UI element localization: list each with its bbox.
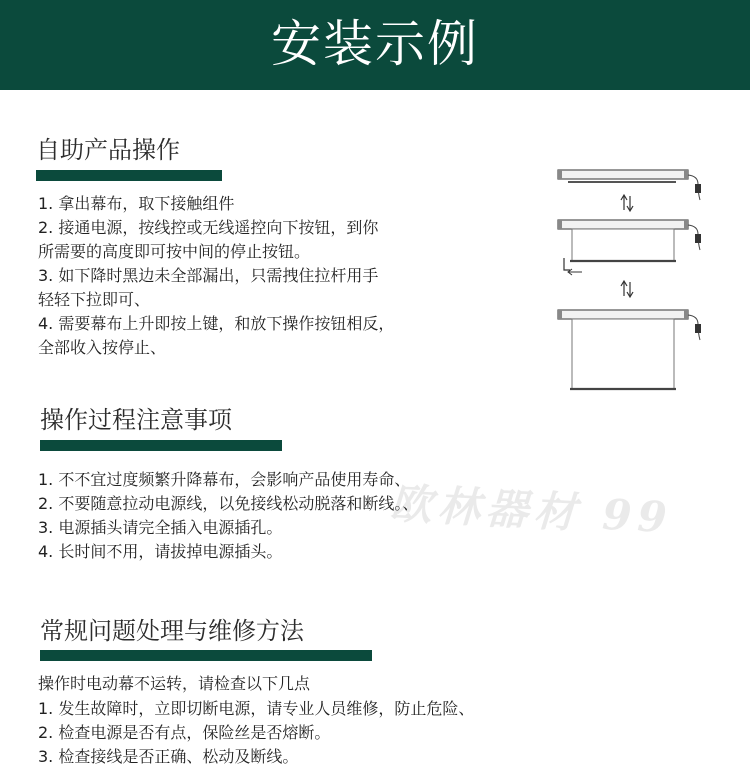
diagram-stage-fully-lowered: [558, 310, 701, 389]
section-underline-bar: [40, 440, 282, 451]
operation-steps-list: [38, 192, 394, 360]
list-item: 2. 接通电源，按线控或无线遥控向下按钮，到你: [38, 218, 379, 237]
section-title-self-operation: 自助产品操作: [36, 136, 180, 164]
troubleshooting-list: [38, 697, 474, 769]
list-item: 4. 长时间不用，请拔掉电源插头。: [38, 542, 283, 561]
list-item: 所需要的高度即可按中间的停止按钮。: [38, 242, 311, 261]
list-item: 4. 需要幕布上升即按上键，和放下操作按钮相反，: [38, 314, 395, 333]
diagram-stage-half-lowered: [558, 220, 701, 275]
screen-installation-diagram: [548, 160, 708, 400]
page-title: 安装示例: [271, 15, 479, 73]
diagram-stage-retracted: [558, 170, 701, 200]
troubleshooting-intro: 操作时电动幕不运转，请检查以下几点: [38, 674, 311, 693]
precautions-list: [38, 468, 418, 564]
watermark-text: 欧林器材 99: [388, 478, 675, 543]
header-banner: [0, 0, 750, 90]
section-title-precautions: 操作过程注意事项: [40, 406, 232, 434]
list-item: 3. 电源插头请完全插入电源插孔。: [38, 518, 283, 537]
list-item: 2. 不要随意拉动电源线，以免接线松动脱落和断线。、: [38, 494, 419, 513]
section-underline-bar: [36, 170, 222, 181]
up-down-arrow-icon: [621, 281, 633, 297]
list-item: 1. 拿出幕布，取下接触组件: [38, 194, 235, 213]
list-item: 1. 不不宜过度频繁升降幕布，会影响产品使用寿命、: [38, 470, 411, 489]
section-title-troubleshooting: 常规问题处理与维修方法: [40, 617, 304, 645]
list-item: 2. 检查电源是否有点，保险丝是否熔断。: [38, 723, 331, 742]
list-item: 轻轻下拉即可、: [38, 290, 151, 309]
list-item: 3. 检查接线是否正确、松动及断线。: [38, 747, 299, 766]
section-underline-bar: [40, 650, 372, 661]
list-item: 3. 如下降时黑边未全部漏出，只需拽住拉杆用手: [38, 266, 379, 285]
up-down-arrow-icon: [621, 195, 633, 211]
list-item: 全部收入按停止、: [38, 338, 167, 357]
list-item: 1. 发生故障时，立即切断电源，请专业人员维修，防止危险、: [38, 699, 475, 718]
